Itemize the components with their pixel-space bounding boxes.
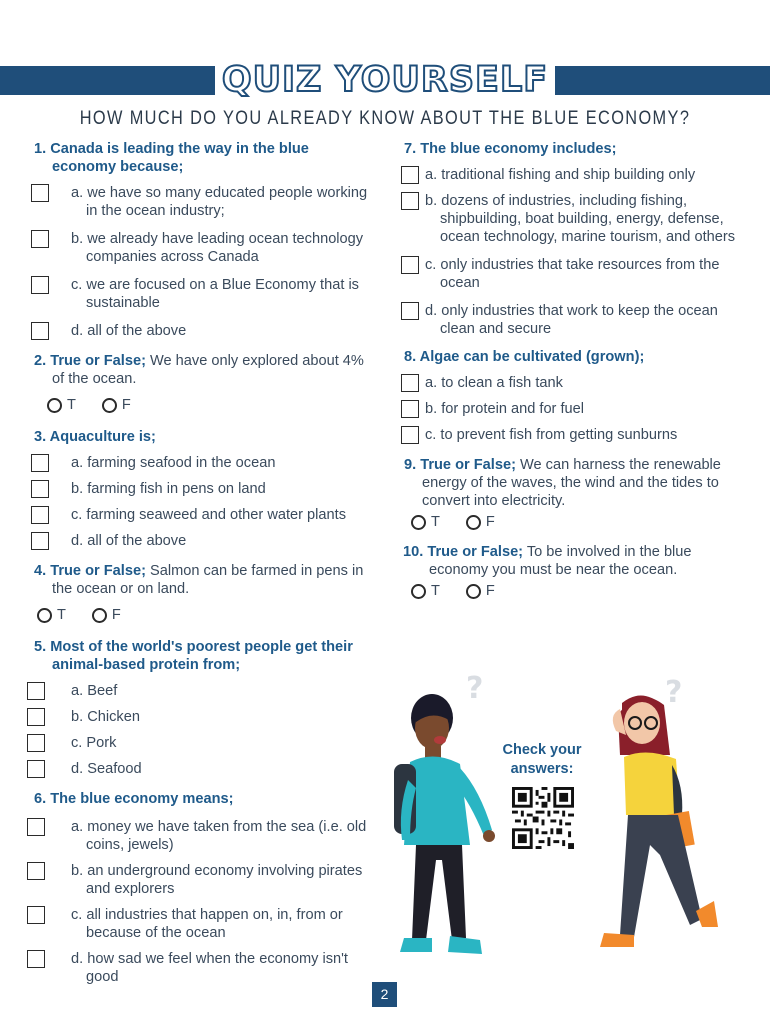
q3-option-b[interactable]: b. farming fish in pens on land	[25, 480, 375, 498]
q6-option-d[interactable]: d. how sad we feel when the economy isn't good	[25, 950, 375, 986]
q3-option-c[interactable]: c. farming seaweed and other water plants	[25, 506, 375, 524]
q8-option-c[interactable]: c. to prevent fish from getting sunburns	[395, 426, 745, 444]
checkbox[interactable]	[27, 862, 45, 880]
checkbox[interactable]	[31, 322, 49, 340]
checkbox[interactable]	[27, 950, 45, 968]
question-8: 8. Algae can be cultivated (grown);	[404, 349, 645, 365]
checkbox[interactable]	[27, 708, 45, 726]
q10-false-radio[interactable]: F	[466, 582, 495, 600]
checkbox[interactable]	[27, 734, 45, 752]
q7-option-d[interactable]: d. only industries that work to keep the ocean clean and secure	[395, 302, 745, 338]
q7-option-a[interactable]: a. traditional fishing and ship building only	[395, 166, 745, 184]
checkbox[interactable]	[401, 256, 419, 274]
q5-option-d[interactable]: d. Seafood	[25, 760, 375, 778]
checkbox[interactable]	[31, 276, 49, 294]
q8-option-b[interactable]: b. for protein and for fuel	[395, 400, 745, 418]
q1-option-a[interactable]: a. we have so many educated people working in the ocean industry;	[25, 184, 375, 220]
q5-option-a[interactable]: a. Beef	[25, 682, 375, 700]
checkbox[interactable]	[401, 400, 419, 418]
question-10: 10. True or False; To be involved in the blue economy you must be near the ocean.	[403, 544, 692, 578]
question-3: 3. Aquaculture is;	[34, 429, 156, 445]
checkbox[interactable]	[31, 506, 49, 524]
checkbox[interactable]	[27, 818, 45, 836]
checkbox[interactable]	[27, 760, 45, 778]
q6-option-a[interactable]: a. money we have taken from the sea (i.e. old coins, jewels)	[25, 818, 375, 854]
question-1: 1. Canada is leading the way in the blue economy because;	[34, 141, 309, 175]
checkbox[interactable]	[31, 454, 49, 472]
boy-illustration	[380, 670, 510, 970]
question-6: 6. The blue economy means;	[34, 791, 234, 807]
checkbox[interactable]	[27, 682, 45, 700]
page-title: QUIZ YOURSELF	[221, 60, 549, 100]
q4-true-false	[25, 606, 375, 624]
q4-true-radio[interactable]: T	[37, 606, 66, 624]
q10-true-false	[395, 582, 745, 600]
q5-option-c[interactable]: c. Pork	[25, 734, 375, 752]
left-column	[25, 140, 375, 994]
girl-illustration	[590, 675, 730, 975]
q3-option-a[interactable]: a. farming seafood in the ocean	[25, 454, 375, 472]
q2-true-radio[interactable]: T	[47, 396, 76, 414]
checkbox[interactable]	[401, 426, 419, 444]
checkbox[interactable]	[31, 184, 49, 202]
question-7: 7. The blue economy includes;	[404, 141, 617, 157]
checkbox[interactable]	[31, 532, 49, 550]
q1-option-c[interactable]: c. we are focused on a Blue Economy that is sustainable	[25, 276, 375, 312]
q9-false-radio[interactable]: F	[466, 513, 495, 531]
question-4: 4. True or False; Salmon can be farmed in pens in the ocean or on land.	[34, 563, 364, 597]
q2-true-false	[25, 396, 375, 414]
right-column	[395, 140, 745, 614]
svg-text:?: ?	[665, 675, 683, 710]
q1-option-d[interactable]: d. all of the above	[25, 322, 375, 340]
check-answers-label: Check your answers:	[502, 742, 582, 777]
question-9: 9. True or False; We can harness the renewable energy of the waves, the wind and the tides to convert into electricity.	[404, 457, 721, 509]
q7-option-c[interactable]: c. only industries that take resources from the ocean	[395, 256, 745, 292]
q9-true-radio[interactable]: T	[411, 513, 440, 531]
q3-option-d[interactable]: d. all of the above	[25, 532, 375, 550]
q8-option-a[interactable]: a. to clean a fish tank	[395, 374, 745, 392]
page-subtitle: HOW MUCH DO YOU ALREADY KNOW ABOUT THE BLUE ECONOMY?	[79, 108, 691, 129]
q6-option-c[interactable]: c. all industries that happen on, in, from or because of the ocean	[25, 906, 375, 942]
checkbox[interactable]	[31, 480, 49, 498]
checkbox[interactable]	[401, 302, 419, 320]
checkbox[interactable]	[401, 192, 419, 210]
checkbox[interactable]	[401, 166, 419, 184]
question-5: 5. Most of the world's poorest people get their animal-based protein from;	[34, 639, 353, 673]
q4-false-radio[interactable]: F	[92, 606, 121, 624]
checkbox[interactable]	[31, 230, 49, 248]
q1-option-b[interactable]: b. we already have leading ocean technology companies across Canada	[25, 230, 375, 266]
header-band-right	[555, 66, 770, 95]
q6-option-b[interactable]: b. an underground economy involving pirates and explorers	[25, 862, 375, 898]
q9-true-false	[395, 513, 745, 531]
q10-true-radio[interactable]: T	[411, 582, 440, 600]
q5-option-b[interactable]: b. Chicken	[25, 708, 375, 726]
qr-code[interactable]	[512, 787, 574, 849]
checkbox[interactable]	[27, 906, 45, 924]
page-number: 2	[372, 982, 397, 1007]
header-band-left	[0, 66, 215, 95]
svg-text:?: ?	[466, 671, 484, 706]
question-2: 2. True or False; We have only explored about 4% of the ocean.	[34, 353, 364, 387]
q7-option-b[interactable]: b. dozens of industries, including fishing, shipbuilding, boat building, energy, defense, ocean technology, marine tourism, and others	[395, 192, 745, 246]
checkbox[interactable]	[401, 374, 419, 392]
q2-false-radio[interactable]: F	[102, 396, 131, 414]
